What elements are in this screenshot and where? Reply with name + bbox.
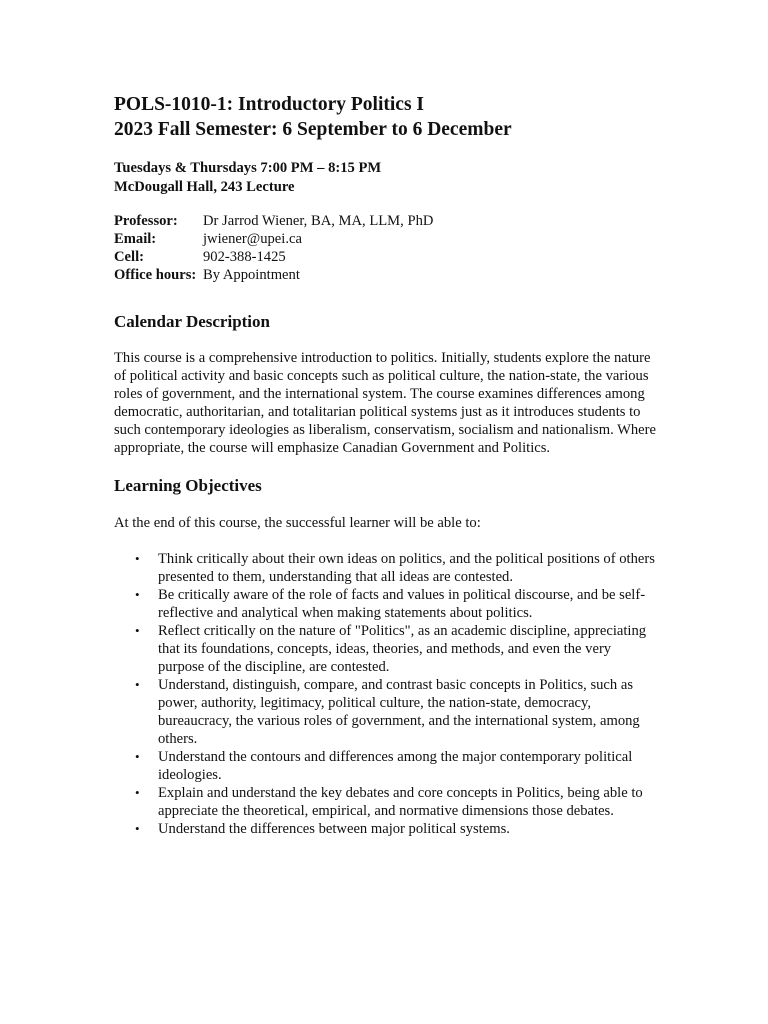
list-item xyxy=(114,676,659,748)
objectives-list xyxy=(114,550,659,838)
contact-row-professor xyxy=(114,212,659,230)
calendar-description-heading: Calendar Description xyxy=(114,312,270,331)
bullet-icon: • xyxy=(135,821,140,836)
list-item xyxy=(114,748,659,784)
bullet-icon: • xyxy=(135,785,140,800)
contact-label: Professor: xyxy=(114,213,178,229)
schedule-block xyxy=(114,159,659,197)
objective-text: Understand the contours and differences among the major contemporary political ideologies. xyxy=(158,749,633,783)
course-title: POLS-1010-1: Introductory Politics I xyxy=(114,94,425,115)
objective-text: Think critically about their own ideas on politics, and the political positions of others presented to them, understanding that all ideas are contested. xyxy=(158,551,655,585)
semester-dates: 2023 Fall Semester: 6 September to 6 December xyxy=(114,119,512,140)
bullet-icon: • xyxy=(135,749,140,764)
list-item xyxy=(114,550,659,586)
contact-value: 902-388-1425 xyxy=(203,249,286,265)
contact-block xyxy=(114,212,659,284)
objective-text: Be critically aware of the role of facts and values in political discourse, and be self-reflective and analytical when making statements about politics. xyxy=(158,587,646,621)
syllabus-page xyxy=(114,92,659,838)
bullet-icon: • xyxy=(135,587,140,602)
schedule-location: McDougall Hall, 243 Lecture xyxy=(114,179,295,195)
contact-row-cell xyxy=(114,248,659,266)
calendar-description-text: This course is a comprehensive introduction to politics. Initially, students explore the nature of political activity and basic concepts such as political culture, the nation-state, the various roles of government, and the international system. The course examines differences among democratic, authoritarian, and totalitarian political systems just as it introduces students to such contemporary ideologies as liberalism, conservatism, socialism and nationalism. Where appropriate, the course will emphasize Canadian Government and Politics. xyxy=(114,350,656,456)
schedule-time: Tuesdays & Thursdays 7:00 PM – 8:15 PM xyxy=(114,160,382,176)
list-item xyxy=(114,622,659,676)
contact-value: By Appointment xyxy=(203,267,300,283)
bullet-icon: • xyxy=(135,551,140,566)
bullet-icon: • xyxy=(135,623,140,638)
email-link[interactable]: jwiener@upei.ca xyxy=(203,231,302,247)
learning-objectives-intro: At the end of this course, the successful learner will be able to: xyxy=(114,515,481,531)
bullet-icon: • xyxy=(135,677,140,692)
list-item xyxy=(114,586,659,622)
objective-text: Reflect critically on the nature of "Politics", as an academic discipline, appreciating that its foundations, concepts, ideas, theories, and methods, and even the very purpose of the discipline, are contested. xyxy=(158,623,647,675)
contact-value: Dr Jarrod Wiener, BA, MA, LLM, PhD xyxy=(203,213,434,229)
contact-label: Office hours: xyxy=(114,267,197,283)
learning-objectives-heading: Learning Objectives xyxy=(114,476,262,495)
objective-text: Understand, distinguish, compare, and contrast basic concepts in Politics, such as power, authority, legitimacy, political culture, the nation-state, democracy, bureaucracy, the various roles of government, and the international system, among others. xyxy=(158,677,640,747)
list-item xyxy=(114,784,659,820)
objective-text: Explain and understand the key debates and core concepts in Politics, being able to appreciate the theoretical, empirical, and normative dimensions those debates. xyxy=(158,785,643,819)
objective-text: Understand the differences between major political systems. xyxy=(158,821,510,837)
contact-label: Email: xyxy=(114,231,157,247)
contact-row-office-hours xyxy=(114,266,659,284)
contact-label: Cell: xyxy=(114,249,144,265)
list-item xyxy=(114,820,659,838)
contact-row-email xyxy=(114,230,659,248)
